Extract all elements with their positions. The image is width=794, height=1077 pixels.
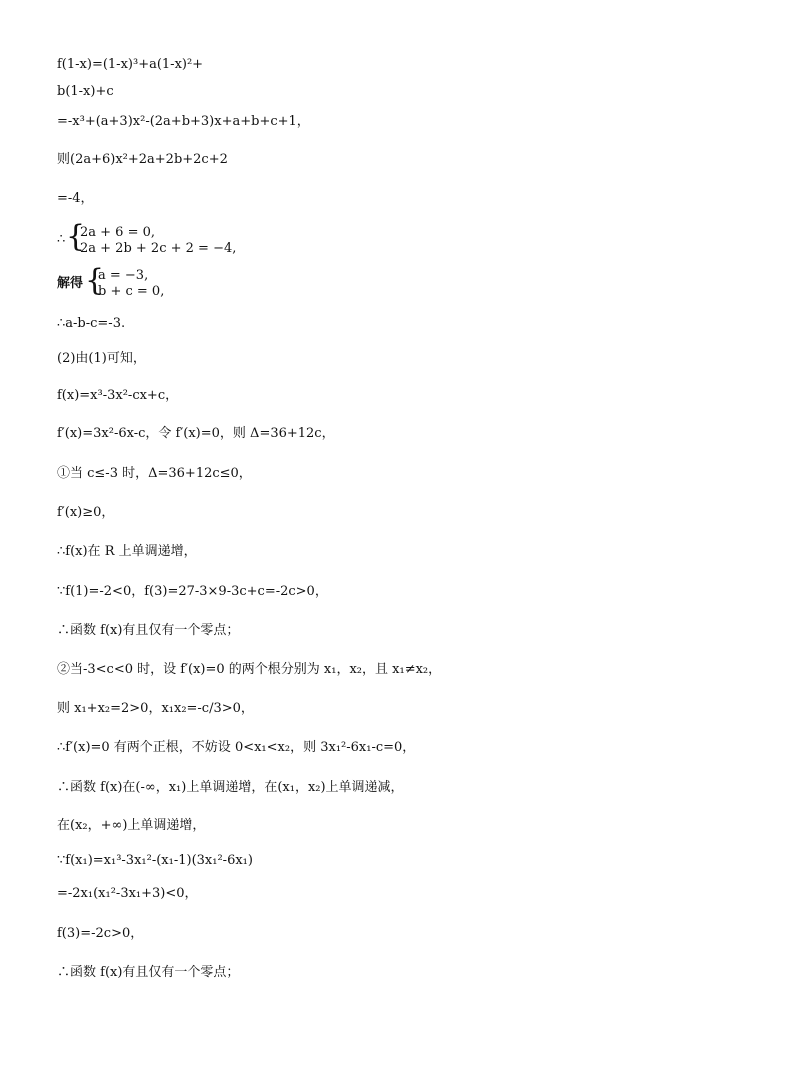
text-line: ∴f′(x)=0 有两个正根，不妨设 0<x₁<x₂，则 3x₁²-6x₁-c=0， xyxy=(57,740,416,755)
text-line: ∴函数 f(x)在(-∞，x₁)上单调递增，在(x₁，x₂)上单调递减， xyxy=(57,780,404,795)
solve-label: 解得 xyxy=(57,276,84,291)
text-line: f(3)=-2c>0， xyxy=(57,926,144,941)
text-line: =-2x₁(x₁²-3x₁+3)<0， xyxy=(57,886,198,901)
equation-row: 2a + 6 = 0, xyxy=(80,225,156,240)
text-line: b(1-x)+c xyxy=(57,84,114,99)
text-line: ∴f(x)在 R 上单调递增， xyxy=(57,544,197,559)
equation-row: 2a + 2b + 2c + 2 = −4, xyxy=(80,241,237,256)
text-line: 则 x₁+x₂=2>0，x₁x₂=-c/3>0， xyxy=(57,701,254,716)
equation-row: a = −3, xyxy=(98,268,149,283)
text-line: f(1-x)=(1-x)³+a(1-x)²+ xyxy=(57,57,204,72)
text-line: f′(x)≥0， xyxy=(57,505,115,520)
therefore-symbol: ∴ xyxy=(57,232,66,247)
text-line: ∵f(1)=-2<0，f(3)=27-3×9-3c+c=-2c>0， xyxy=(57,584,328,599)
left-brace: { xyxy=(85,263,105,298)
text-line: ∴a-b-c=-3. xyxy=(57,316,126,331)
text-line: ∴函数 f(x)有且仅有一个零点； xyxy=(57,965,240,980)
text-line: 则(2a+6)x²+2a+2b+2c+2 xyxy=(57,152,228,167)
text-line: =-4， xyxy=(57,191,94,206)
text-line: ∴函数 f(x)有且仅有一个零点； xyxy=(57,623,240,638)
text-line: ①当 c≤-3 时，Δ=36+12c≤0， xyxy=(57,466,252,481)
text-line: ②当-3<c<0 时，设 f′(x)=0 的两个根分别为 x₁，x₂，且 x₁≠x₂， xyxy=(57,662,442,677)
text-line: f(x)=x³-3x²-cx+c， xyxy=(57,388,179,403)
text-line: =-x³+(a+3)x²-(2a+b+3)x+a+b+c+1， xyxy=(57,114,310,129)
text-line: f′(x)=3x²-6x-c，令 f′(x)=0，则 Δ=36+12c， xyxy=(57,426,335,441)
text-line: (2)由(1)可知， xyxy=(57,351,146,366)
equation-row: b + c = 0, xyxy=(98,284,165,299)
left-brace: { xyxy=(66,219,86,254)
text-line: ∵f(x₁)=x₁³-3x₁²-(x₁-1)(3x₁²-6x₁) xyxy=(57,853,253,868)
text-line: 在(x₂，+∞)上单调递增， xyxy=(57,818,206,833)
